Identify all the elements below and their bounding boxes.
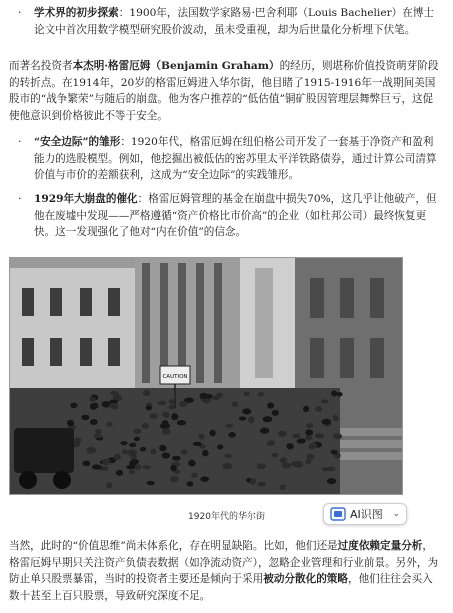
crowd-hat	[179, 401, 187, 407]
crowd-hat	[106, 482, 112, 488]
crowd-hat	[239, 416, 246, 420]
crowd-hat	[291, 461, 300, 467]
crowd-hat	[172, 456, 181, 461]
crowd-hat	[305, 429, 313, 435]
crowd-hat	[81, 415, 89, 421]
crowd-hat	[228, 432, 236, 438]
crowd-hat	[326, 467, 336, 472]
para-text: 当然，此时的“价值思维”尚未体系化，存在明显缺陷。比如，他们还是	[9, 540, 338, 552]
crowd-hat	[223, 463, 233, 470]
crowd-hat	[149, 413, 157, 419]
para-lead: 而著名投资者	[9, 60, 73, 72]
crowd-hat	[140, 447, 146, 452]
crowd-hat	[107, 422, 113, 427]
crowd-hat	[187, 481, 194, 486]
crowd-hat	[315, 433, 324, 438]
crowd-hat	[157, 401, 166, 406]
crowd-hat	[267, 402, 274, 408]
crowd-hat	[278, 431, 287, 437]
para-bold: 被动分散化的策略	[263, 573, 348, 585]
bullet-heading: 1929年大崩盘的催化	[34, 193, 138, 205]
crowd-hat	[116, 470, 123, 476]
crowd-hat	[225, 424, 234, 428]
crowd-hat	[90, 419, 98, 425]
photo-caption: 1920年代的华尔街	[188, 512, 265, 522]
crowd-hat	[257, 463, 266, 469]
crowd-hat	[143, 465, 152, 469]
crowd-hat	[280, 457, 287, 463]
paragraph-limitations	[9, 538, 443, 604]
bullet-dot: ·	[18, 193, 22, 205]
crowd-hat	[83, 461, 91, 467]
crowd-hat	[131, 459, 140, 464]
crowd-hat	[162, 452, 170, 458]
crowd-hat	[260, 428, 269, 434]
crowd-hat	[333, 433, 342, 439]
crowd-hat	[171, 413, 178, 420]
crowd-hat	[282, 463, 291, 469]
crowd-hat	[191, 473, 197, 478]
crowd-hat	[147, 481, 155, 485]
crowd-hat	[134, 429, 142, 434]
crowd-hat	[127, 449, 137, 456]
crowd-hat	[170, 465, 177, 471]
bullet-text: ：1900年，法国数学家路易·巴舍利耶（Louis Bachelier）在博士论文中首次用数学模型研究股价波动，虽未受重视，却为后世量化分析埋下伏笔。	[34, 7, 435, 36]
crowd-hat	[279, 485, 285, 490]
crowd-hat	[114, 454, 121, 460]
crowd-hat	[151, 449, 157, 455]
crowd-hat	[232, 402, 239, 407]
paragraph-graham-intro	[9, 58, 443, 124]
crowd-hat	[242, 408, 251, 414]
bullet-heading: 学术界的初步探索	[34, 7, 119, 19]
wall-street-photo[interactable]	[9, 257, 403, 495]
crowd-hat	[272, 410, 279, 416]
crowd-hat	[331, 450, 338, 455]
bullet-1929-crash	[18, 191, 443, 241]
crowd-hat	[188, 460, 195, 467]
bullet-early-research	[18, 5, 443, 38]
crowd-hat	[92, 403, 98, 409]
crowd-hat	[202, 450, 209, 457]
crowd-hat	[193, 442, 202, 446]
para-text: 的经历，则堪称价值投资萌芽阶段的转折点。在1914年，20岁的格雷厄姆进入华尔街，他目睹了1915-1916年一战期间美国股市的“战争繁荣”与随后的崩盘。他为客户推荐的“低估值”铜矿股因管理层舞弊巨亏，这促使他意识到价格彼此不等于安全。	[9, 60, 439, 122]
crowd-hat	[337, 392, 343, 397]
crowd-hat	[305, 435, 312, 441]
bullet-dot: ·	[18, 7, 22, 19]
crowd-hat	[89, 397, 96, 402]
crowd-hat	[142, 423, 149, 429]
graham-name: 本杰明·格雷厄姆（Benjamin Graham）	[72, 60, 280, 72]
crowd-hat	[267, 440, 275, 446]
crowd-hat	[129, 443, 136, 447]
crowd-hat	[306, 423, 313, 428]
crowd-hat	[200, 393, 208, 399]
crowd-hat	[249, 478, 256, 484]
crowd-hat	[122, 449, 128, 454]
crowd-hat	[286, 443, 293, 449]
bullet-text: ：1920年代，格雷厄姆在纽伯格公司开发了一套基于净资产和盈利能力的选股模型。例如，他挖掘出被低估的密苏里太平洋铁路债券，通过计算公司清算价值与市价的差额获利，这成为“安全边际”的实践雏形。	[34, 136, 437, 181]
crowd-hat	[159, 445, 166, 452]
bullet-dot: ·	[18, 136, 22, 148]
crowd-hat	[95, 429, 102, 434]
chevron-down-icon: ⌄	[392, 509, 400, 519]
crowd-hat	[257, 392, 264, 396]
crowd-hat	[200, 476, 209, 481]
bullet-heading: “安全边际”的雏形	[34, 136, 121, 148]
bullet-text: ：格雷厄姆管理的基金在崩盘中损失70%，这几乎让他破产，但他在废墟中发现——严格遵循“资产价格比市价高”的企业（如杜邦公司）最终恢复更快。这一发现强化了他对“内在价值”的信念。	[34, 193, 437, 238]
crowd-hat	[331, 391, 337, 397]
crowd-hat	[257, 482, 265, 487]
crowd-hat	[126, 465, 135, 470]
crowd-hat	[170, 476, 179, 483]
crowd-hat	[129, 470, 136, 474]
ai-image-recognition-button[interactable]	[323, 503, 407, 525]
crowd-hat	[92, 464, 102, 469]
para-text: ，他们往往会买入数十甚至上百只股票，导致研究深度不足。	[9, 573, 433, 602]
crowd-hat	[70, 403, 77, 409]
crowd-hat	[93, 434, 102, 438]
crowd-hat	[309, 443, 317, 449]
crowd-hat	[143, 390, 151, 396]
crowd-hat	[177, 420, 186, 425]
crowd-hat	[87, 447, 96, 454]
para-bold: 过度依赖定量分析	[337, 540, 423, 552]
crowd-hat	[199, 434, 205, 440]
crowd-hat	[297, 438, 306, 443]
crowd-hat	[224, 454, 232, 458]
crowd-hat	[293, 433, 301, 438]
crowd-hat	[212, 396, 220, 400]
crowd-hat	[160, 423, 170, 429]
crowd-hat	[272, 453, 279, 458]
crowd-hat	[217, 444, 223, 449]
crowd-hat	[120, 441, 127, 445]
crowd-hat	[322, 419, 332, 425]
crowd-hat	[134, 437, 140, 441]
crowd-hat	[307, 454, 314, 460]
crowd-hat	[102, 458, 110, 465]
crowd-hat	[110, 391, 118, 395]
crowd-hat	[109, 403, 118, 409]
ai-button-label: AI识图	[350, 508, 383, 521]
crowd-hat	[244, 391, 250, 396]
ai-scan-icon	[330, 507, 346, 521]
crowd-hat	[67, 420, 74, 426]
crowd-hat	[162, 428, 171, 435]
crowd-hat	[209, 430, 215, 437]
crowd-hat	[162, 412, 169, 418]
crowd-hat	[321, 399, 328, 403]
crowd-hat	[327, 478, 336, 484]
crowd-hat	[146, 405, 153, 410]
crowd-hat	[74, 437, 82, 443]
crowd-hat	[263, 416, 273, 422]
crowd-hat	[181, 449, 188, 454]
crowd-hat	[134, 464, 141, 470]
crowd-hat	[315, 406, 322, 412]
crowd-hat	[303, 406, 309, 413]
para-text: ，格雷厄姆早期只关注资产负债表数据（如净流动资产），忽略企业管理和行业前景。另外，为防止单只股票暴雷，当时的投资者主要还是倾向于采用	[9, 540, 439, 585]
crowd-hat	[248, 416, 255, 423]
caution-sign-text: CAUTION	[162, 374, 188, 380]
bullet-safety-margin	[18, 134, 443, 184]
crowd-hat	[333, 415, 339, 421]
